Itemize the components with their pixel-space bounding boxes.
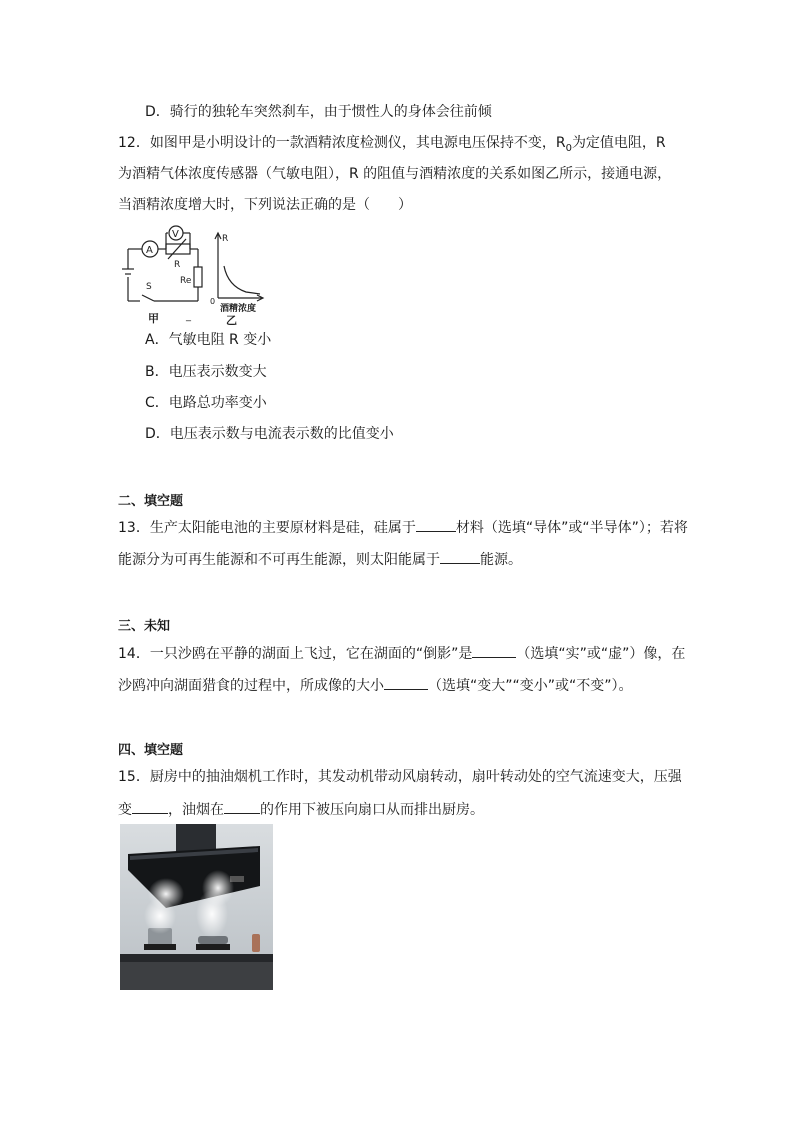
circuit-diagram-jia: [118, 225, 210, 325]
svg-text:Re: Re: [180, 276, 192, 286]
svg-text:A: A: [146, 245, 153, 256]
svg-text:酒精浓度: 酒精浓度: [220, 304, 257, 314]
svg-text:_: _: [186, 311, 191, 322]
svg-text:0: 0: [210, 297, 216, 306]
q12-option-c: C．电路总功率变小: [145, 395, 267, 411]
q15-line-1: 15．厨房中的抽油烟机工作时，其发动机带动风扇转动，扇叶转动处的空气流速变大，压强: [118, 769, 682, 785]
q12-stem-line-3: 当酒精浓度增大时，下列说法正确的是（ ）: [118, 197, 412, 213]
svg-text:R: R: [174, 260, 181, 270]
fixed-resistor-r0: [194, 267, 202, 287]
q12-option-b: B．电压表示数变大: [145, 364, 267, 380]
section-4-heading: 四、填空题: [118, 743, 184, 758]
q12-option-d: D．电压表示数与电流表示数的比值变小: [145, 426, 394, 442]
q12-stem-line-1: 12．如图甲是小明设计的一款酒精浓度检测仪，其电源电压保持不变，$R_0$为定值电阻，R: [118, 135, 666, 154]
q15-line-2: 变 ，油烟在 的作用下被压向扇口从而排出厨房。: [118, 799, 484, 820]
svg-text:V: V: [172, 229, 179, 240]
svg-text:R: R: [222, 234, 229, 244]
q14-line-1: 14．一只沙鸥在平静的湖面上飞过，它在湖面的“倒影”是 （选填“实”或“虚”）像，在: [118, 643, 685, 664]
section-2-heading: 二、填空题: [118, 494, 184, 509]
section-3-heading: 三、未知: [118, 619, 171, 634]
q12-option-a: A．气敏电阻 R 变小: [145, 332, 272, 348]
q13-line-2: 能源分为可再生能源和不可再生能源，则太阳能属于 能源。: [118, 549, 522, 570]
svg-text:S: S: [146, 282, 152, 292]
svg-text:乙: 乙: [226, 314, 237, 327]
range-hood-photo: [120, 824, 273, 990]
q14-line-2: 沙鸥冲向湖面猎食的过程中，所成像的大小 （选填“变大”“变小”或“不变”）。: [118, 675, 633, 696]
q13-line-1: 13．生产太阳能电池的主要原材料是硅，硅属于 材料（选填“导体”或“半导体”）；若将: [118, 517, 688, 538]
q12-stem-line-2: 为酒精气体浓度传感器（气敏电阻），R 的阻值与酒精浓度的关系如图乙所示，接通电源，: [118, 166, 672, 182]
graph-yi: [206, 228, 268, 328]
gas-sensor-resistor: [166, 244, 190, 254]
svg-text:甲: 甲: [148, 312, 159, 325]
q11-option-d: D．骑行的独轮车突然刹车，由于惯性人的身体会往前倾: [145, 104, 492, 120]
resistance-curve: [224, 266, 260, 294]
